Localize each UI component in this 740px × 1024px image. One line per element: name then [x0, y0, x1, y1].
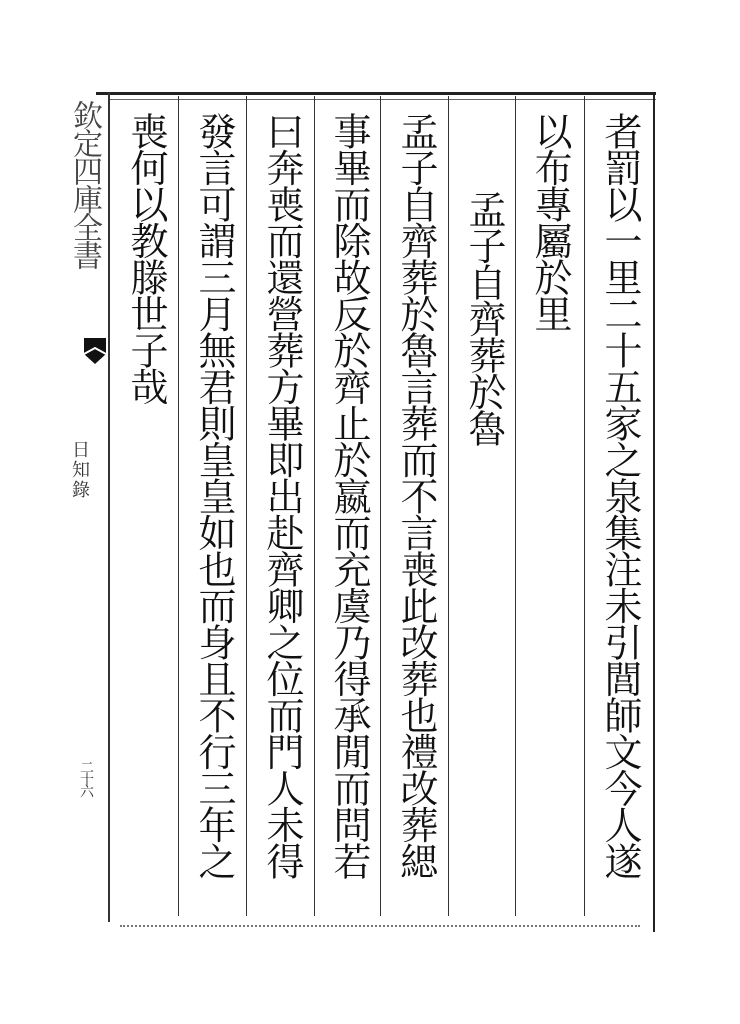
text-column-3: 孟子自齊葬於魯言葬而不言喪此改葬也禮改葬緦 [394, 112, 438, 879]
column-divider [178, 96, 179, 916]
text-column-5: 曰奔喪而還營葬方畢即出赴齊卿之位而門人未得 [260, 112, 304, 879]
column-divider [246, 96, 247, 916]
column-divider [584, 96, 585, 916]
text-column-6: 發言可謂三月無君則皇皇如也而身且不行三年之 [192, 112, 236, 879]
text-column-7: 喪何以教滕世子哉 [124, 112, 168, 404]
column-divider [380, 96, 381, 916]
margin-section-label: 日知錄 [69, 440, 90, 500]
top-border-inner [108, 99, 656, 100]
column-divider [448, 96, 449, 916]
text-column-heading: 孟子自齊葬於魯 [462, 190, 506, 446]
text-column-2: 以布專屬於里 [528, 112, 572, 331]
left-border [108, 92, 110, 922]
top-border [96, 92, 656, 95]
text-column-4: 事畢而除故反於齊止於嬴而充虞乃得承閒而問若 [327, 112, 371, 879]
text-column-1: 者罰以一里二十五家之泉集注未引閭師文今人遂 [598, 112, 642, 879]
bottom-border [120, 925, 640, 930]
margin-title: 欽定四庫全書 [67, 100, 102, 268]
folio-number: 二十六 [78, 760, 94, 796]
right-border [653, 92, 655, 932]
column-divider [314, 96, 315, 916]
fish-tail-mark-icon [80, 336, 110, 366]
column-divider [515, 96, 516, 916]
